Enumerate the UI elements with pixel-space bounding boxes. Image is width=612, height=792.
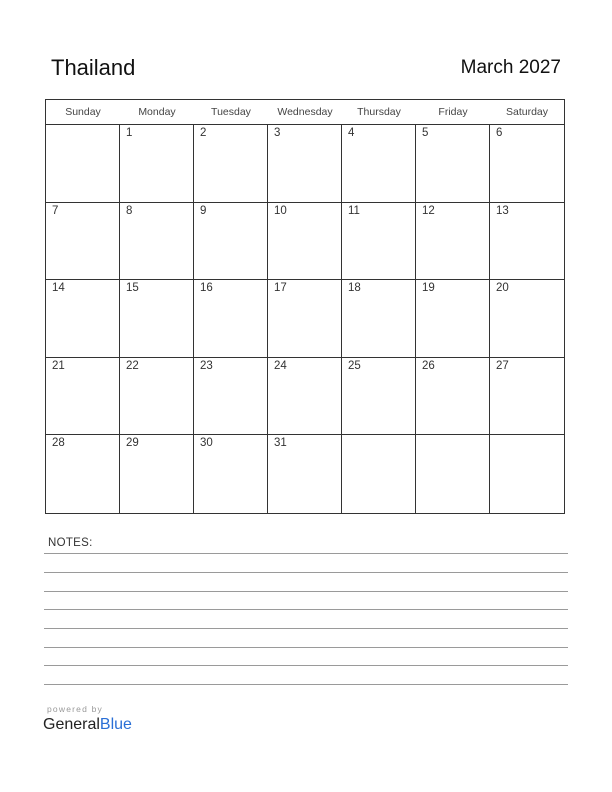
weekday-header-row — [46, 100, 564, 125]
weekday-thursday: Thursday — [357, 106, 401, 118]
page-title-month: March 2027 — [460, 57, 561, 78]
day-cell — [342, 280, 416, 358]
day-cell — [120, 358, 194, 436]
weekday-sunday: Sunday — [65, 106, 101, 118]
notes-line — [44, 647, 568, 648]
notes-label: NOTES: — [48, 537, 93, 549]
day-cell — [46, 125, 120, 203]
day-number: 29 — [126, 437, 139, 450]
day-cell — [342, 435, 416, 513]
day-number: 6 — [496, 127, 503, 139]
calendar-grid — [45, 99, 565, 514]
brand-logo — [43, 716, 132, 734]
day-cell — [342, 358, 416, 436]
weekday-saturday: Saturday — [505, 106, 549, 118]
notes-line — [44, 553, 568, 554]
day-cell — [490, 280, 564, 358]
day-number: 14 — [52, 282, 65, 295]
day-cell — [120, 125, 194, 203]
day-number: 9 — [200, 204, 207, 217]
notes-line — [44, 609, 568, 610]
notes-line — [44, 572, 568, 573]
day-cell — [416, 125, 490, 203]
notes-line — [44, 591, 568, 592]
notes-line — [44, 628, 568, 629]
day-number: 13 — [496, 204, 509, 217]
day-number: 19 — [422, 282, 435, 295]
weekday-tuesday: Tuesday — [211, 106, 251, 118]
day-grid — [46, 125, 564, 513]
day-number: 2 — [200, 127, 207, 139]
page-title-country: Thailand — [51, 55, 136, 80]
day-number: 31 — [274, 437, 287, 450]
day-number: 8 — [126, 204, 133, 217]
day-number: 11 — [348, 204, 360, 217]
day-cell — [194, 203, 268, 281]
day-number: 4 — [348, 127, 355, 139]
day-cell — [268, 125, 342, 203]
day-cell — [416, 280, 490, 358]
day-cell — [46, 358, 120, 436]
day-cell — [46, 203, 120, 281]
weekday-monday: Monday — [138, 106, 176, 118]
day-number: 21 — [52, 359, 65, 372]
brand-logo-part2: Blue — [99, 716, 132, 733]
day-number: 3 — [274, 127, 281, 139]
day-cell — [416, 435, 490, 513]
day-cell — [194, 280, 268, 358]
day-cell — [342, 203, 416, 281]
day-number: 10 — [274, 204, 287, 217]
day-cell — [120, 435, 194, 513]
day-cell — [268, 358, 342, 436]
day-number: 1 — [126, 127, 133, 139]
notes-line — [44, 684, 568, 685]
weekday-wednesday: Wednesday — [277, 106, 333, 118]
day-number: 18 — [348, 282, 361, 295]
day-cell — [342, 125, 416, 203]
day-number: 28 — [52, 437, 65, 450]
day-cell — [490, 435, 564, 513]
day-cell — [120, 203, 194, 281]
day-number: 20 — [496, 282, 509, 295]
day-number: 22 — [126, 359, 139, 372]
day-cell — [490, 358, 564, 436]
day-cell — [194, 435, 268, 513]
day-number: 26 — [422, 359, 435, 372]
day-cell — [416, 203, 490, 281]
day-cell — [120, 280, 194, 358]
day-number: 5 — [422, 127, 429, 139]
notes-line — [44, 665, 568, 666]
day-cell — [490, 203, 564, 281]
day-cell — [46, 280, 120, 358]
day-number: 17 — [274, 282, 287, 295]
day-cell — [194, 125, 268, 203]
day-number: 30 — [200, 437, 213, 450]
day-cell — [268, 203, 342, 281]
day-cell — [490, 125, 564, 203]
day-cell — [416, 358, 490, 436]
day-cell — [268, 435, 342, 513]
day-number: 23 — [200, 359, 213, 372]
day-number: 12 — [422, 204, 435, 217]
brand-logo-part1: General — [43, 716, 100, 733]
day-number: 25 — [348, 359, 361, 372]
day-cell — [194, 358, 268, 436]
day-cell — [46, 435, 120, 513]
weekday-friday: Friday — [438, 106, 468, 118]
day-number: 24 — [274, 359, 287, 372]
day-number: 16 — [200, 282, 213, 295]
day-number: 15 — [126, 282, 139, 295]
day-cell — [268, 280, 342, 358]
day-number: 7 — [52, 204, 59, 217]
day-number: 27 — [496, 359, 509, 372]
powered-by-label: powered by — [47, 704, 103, 714]
